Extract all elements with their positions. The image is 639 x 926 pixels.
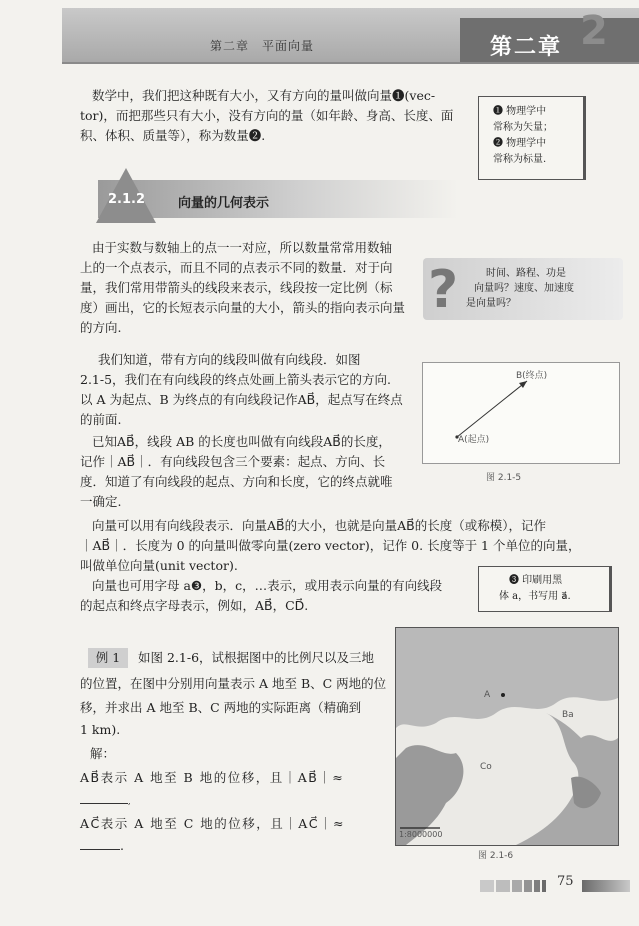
text-line: 度．知道了有向线段的起点、方向和长度，它的终点就唯 bbox=[80, 474, 393, 489]
paragraph-3 bbox=[80, 432, 422, 512]
paragraph-5 bbox=[80, 576, 460, 616]
landmass-east bbox=[516, 713, 618, 845]
footer-bar bbox=[496, 880, 510, 892]
text-line: 向量可以用有向线段表示．向量AB⃗的大小，也就是向量AB⃗的长度（或称模），记作 bbox=[92, 518, 546, 533]
footer-bar bbox=[480, 880, 494, 892]
page-number: 75 bbox=[557, 874, 574, 889]
point-a-marker bbox=[501, 693, 505, 697]
note-line: 常称为标量. bbox=[493, 154, 547, 165]
text-line: 一确定. bbox=[80, 494, 122, 509]
footer-bar bbox=[512, 880, 522, 892]
answer-blank-2[interactable]: . bbox=[80, 836, 390, 856]
text-line: 的方向. bbox=[80, 320, 122, 335]
footer-bar bbox=[524, 880, 532, 892]
solution-label: 解： bbox=[90, 746, 116, 761]
answer-blank-1[interactable]: , bbox=[80, 790, 390, 812]
text-line: 我们知道，带有方向的线段叫做有向线段．如图 bbox=[98, 352, 361, 367]
note-line: ❶ 物理学中 bbox=[493, 106, 547, 117]
example-text bbox=[80, 648, 390, 856]
note-line: 时间、路程、功是 bbox=[486, 268, 566, 279]
text-line: 度）画出，它的长短表示向量的大小，箭头的指向表示向量 bbox=[80, 300, 406, 315]
answer-line-2: AC⃗表示 A 地至 C 地的位移，且｜AC⃗｜≈ bbox=[80, 816, 345, 831]
text-line: ｜AB⃗｜．长度为 0 的向量叫做零向量(zero vector)，记作 0. 长度等于 1 个单位的向量， bbox=[80, 538, 581, 553]
footer-bar bbox=[542, 880, 546, 892]
intro-line: tor)，而把那些只有大小，没有方向的量（如年龄、身高、长度、面 bbox=[80, 108, 454, 123]
text-line: 由于实数与数轴上的点一一对应，所以数量常常用数轴 bbox=[92, 240, 393, 255]
footer-bar bbox=[534, 880, 540, 892]
note-line: ❷ 物理学中 bbox=[493, 138, 547, 149]
map-diagram bbox=[396, 628, 618, 845]
map-label-a: A bbox=[484, 690, 491, 700]
footer-bar bbox=[582, 880, 630, 892]
map-scale: 1:8000000 bbox=[399, 830, 443, 839]
paragraph-2 bbox=[80, 350, 420, 430]
note-line: 常称为矢量； bbox=[493, 122, 553, 133]
map-label-c: Co bbox=[480, 762, 492, 772]
text-line: 如图 2.1-6，试根据图中的比例尺以及三地 bbox=[138, 650, 375, 665]
section-title: 向量的几何表示 bbox=[178, 196, 270, 211]
note-line: 向量吗？速度、加速度 bbox=[474, 283, 574, 294]
answer-line-1: AB⃗表示 A 地至 B 地的位移，且｜AB⃗｜≈ bbox=[80, 770, 345, 785]
figure-2-1-6-caption: 图 2.1-6 bbox=[478, 851, 514, 861]
chapter-label: 第二章 bbox=[490, 35, 563, 60]
side-note-3 bbox=[478, 566, 612, 612]
segment-ab bbox=[457, 381, 527, 437]
text-line: 已知AB⃗，线段 AB 的长度也叫做有向线段AB⃗的长度， bbox=[92, 434, 391, 449]
text-line: 的起点和终点字母表示，例如，AB⃗，CD⃗. bbox=[80, 598, 309, 613]
landmass-north bbox=[396, 628, 618, 728]
chapter-number: 2 bbox=[580, 8, 608, 54]
figure-2-1-5-caption: 图 2.1-5 bbox=[486, 473, 522, 483]
note-line: ❸ 印刷用黑 bbox=[509, 575, 563, 586]
text-line: 的位置，在图中分别用向量表示 A 地至 B、C 两地的位 bbox=[80, 676, 387, 691]
text-line: 1 km). bbox=[80, 722, 121, 737]
question-note bbox=[466, 266, 620, 311]
question-mark-icon: ? bbox=[428, 260, 459, 320]
intro-line: 数学中，我们把这种既有大小，又有方向的量叫做向量❶(vec- bbox=[92, 88, 436, 103]
text-line: 向量也可用字母 a❸，b，c，…表示，或用表示向量的有向线段 bbox=[92, 578, 443, 593]
label-a-start: A(起点) bbox=[458, 435, 490, 445]
text-line: 以 A 为起点、B 为终点的有向线段记作AB⃗，起点写在终点 bbox=[80, 392, 403, 407]
text-line: 量，我们常用带箭头的线段来表示，线段按一定比例（标 bbox=[80, 280, 393, 295]
text-line: 上的一个点表示，而且不同的点表示不同的数量．对于向 bbox=[80, 260, 393, 275]
figure-2-1-6-map bbox=[395, 627, 619, 846]
paragraph-1 bbox=[80, 238, 425, 338]
text-line: 2.1-5，我们在有向线段的终点处画上箭头表示它的方向. bbox=[80, 372, 392, 387]
text-line: 记作｜AB⃗｜．有向线段包含三个要素：起点、方向、长 bbox=[80, 454, 386, 469]
map-label-b: Ba bbox=[562, 710, 574, 720]
text-line: 的前面. bbox=[80, 412, 122, 427]
intro-line: 积、体积、质量等），称为数量❷. bbox=[80, 128, 266, 143]
note-line: 是向量吗？ bbox=[466, 298, 516, 309]
running-title: 第二章 平面向量 bbox=[210, 39, 315, 53]
text-line: 移，并求出 A 地至 B、C 两地的实际距离（精确到 bbox=[80, 700, 362, 715]
section-number: 2.1.2 bbox=[108, 192, 146, 207]
example-label: 例 1 bbox=[88, 648, 128, 668]
text-line: 叫做单位向量(unit vector). bbox=[80, 558, 238, 573]
note-line: 体 a，书写用 a⃗. bbox=[499, 591, 571, 602]
label-b-end: B(终点) bbox=[516, 371, 548, 381]
intro-paragraph bbox=[80, 86, 470, 146]
side-note-1 bbox=[478, 96, 586, 180]
